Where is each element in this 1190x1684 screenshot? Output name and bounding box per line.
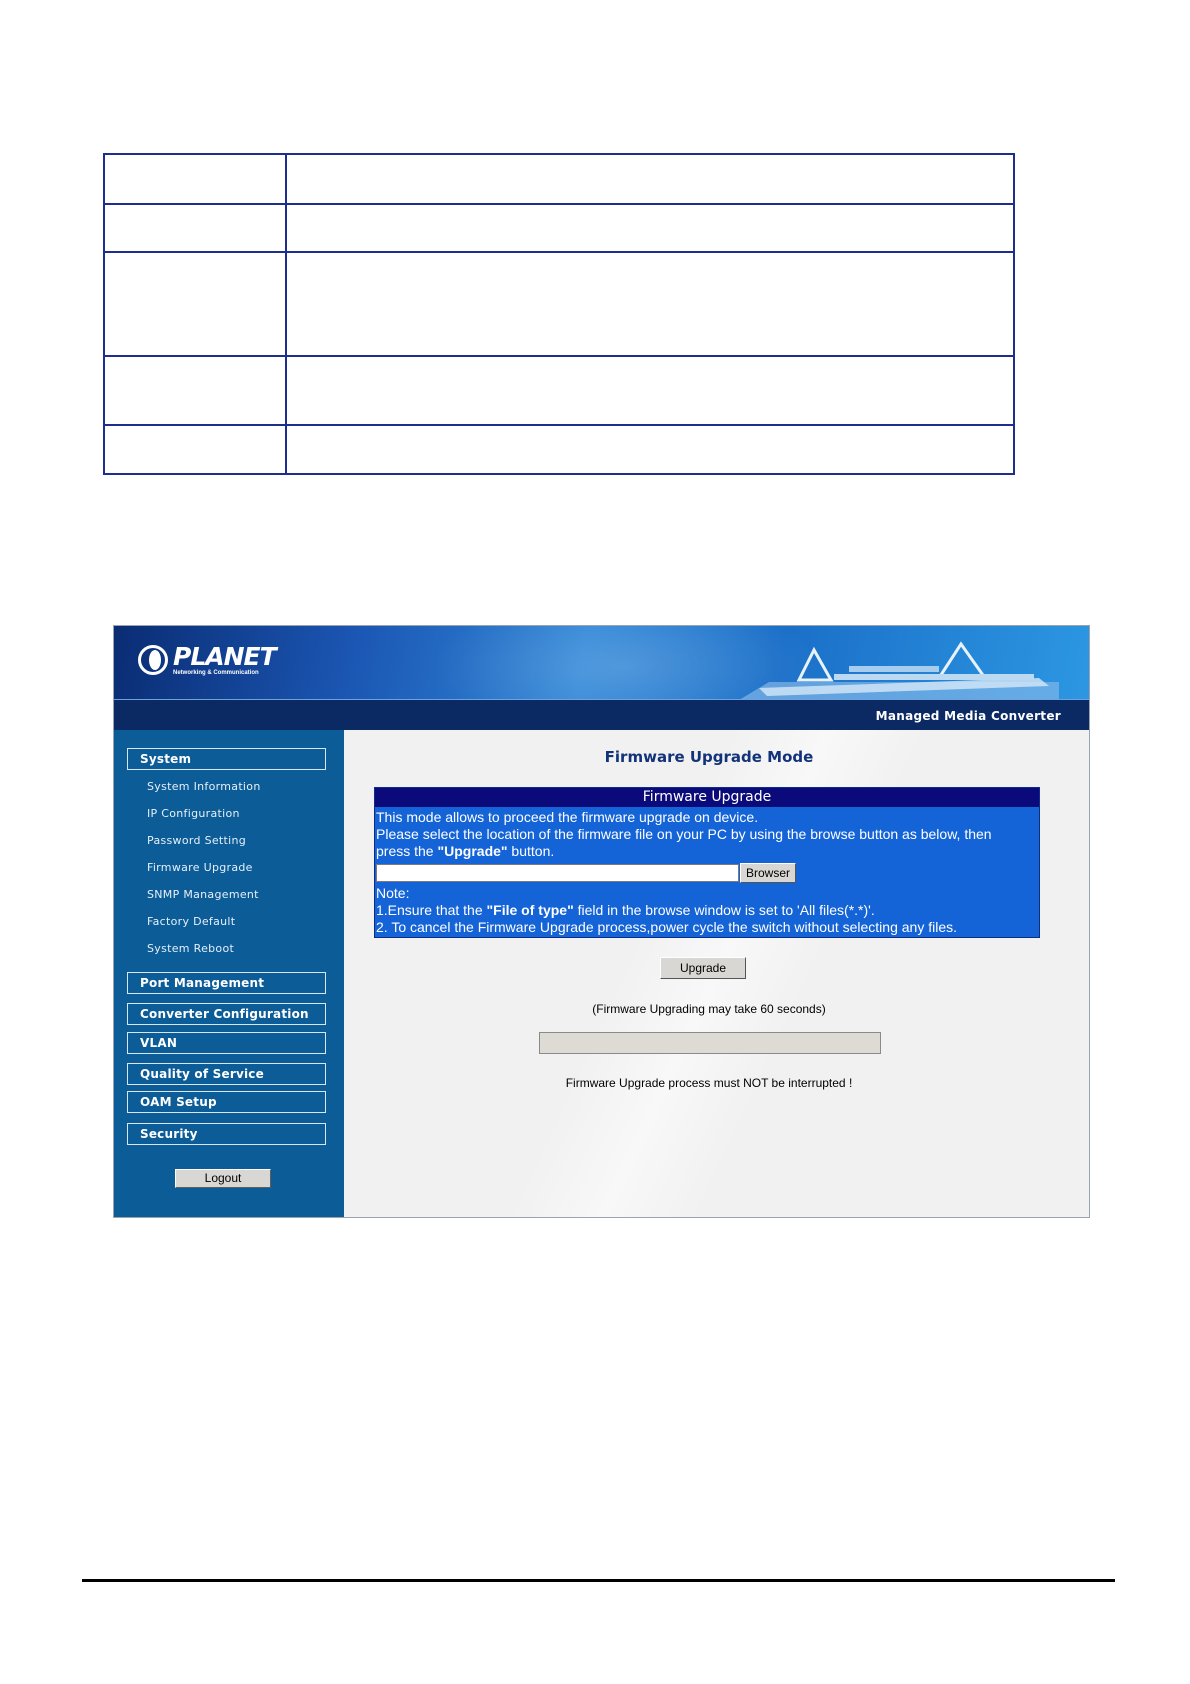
logo-wordmark: PLANET <box>173 642 276 671</box>
panel-header: Firmware Upgrade <box>375 788 1039 807</box>
web-ui-screenshot <box>113 625 1090 1218</box>
table-cell <box>286 252 1014 356</box>
main-content <box>344 730 1089 1218</box>
sidebar-subitem-system-reboot[interactable]: System Reboot <box>147 942 235 955</box>
upgrade-time-note: (Firmware Upgrading may take 60 seconds) <box>592 1002 826 1016</box>
table-row <box>104 356 1014 425</box>
planet-logo-icon <box>138 645 168 675</box>
upgrade-progress-bar <box>539 1032 881 1054</box>
table-cell <box>286 356 1014 425</box>
logo-tagline: Networking & Communication <box>173 670 259 676</box>
page-title: Firmware Upgrade Mode <box>604 748 814 766</box>
sidebar-subitem-password-setting[interactable]: Password Setting <box>147 834 247 847</box>
note-label: Note: <box>376 885 410 901</box>
table-cell <box>104 204 286 252</box>
firmware-upgrade-panel <box>374 787 1040 938</box>
sidebar-item-vlan[interactable]: VLAN <box>127 1032 326 1054</box>
table-cell <box>104 252 286 356</box>
sidebar-item-port-management[interactable]: Port Management <box>127 972 326 994</box>
header-subbar <box>114 699 1089 730</box>
product-name: Managed Media Converter <box>875 709 1061 723</box>
browse-button[interactable]: Browser <box>740 863 796 883</box>
table-cell <box>286 425 1014 474</box>
note-line-2: 2. To cancel the Firmware Upgrade process,power cycle the switch without selecting any files. <box>376 919 958 935</box>
sidebar-item-oam-setup[interactable]: OAM Setup <box>127 1091 326 1113</box>
table-cell <box>104 154 286 204</box>
header-banner <box>114 626 1089 699</box>
building-graphic-icon <box>739 640 1059 699</box>
sidebar-subitem-snmp-management[interactable]: SNMP Management <box>147 888 259 901</box>
table-cell <box>104 356 286 425</box>
footer-divider <box>82 1579 1115 1582</box>
sidebar-item-security[interactable]: Security <box>127 1123 326 1145</box>
panel-instruction-line: Please select the location of the firmware file on your PC by using the browse button as below, then <box>376 826 992 842</box>
panel-instruction-line-2: press the "Upgrade" button. <box>376 843 555 859</box>
parameter-table <box>103 153 1015 475</box>
panel-intro-line: This mode allows to proceed the firmware upgrade on device. <box>376 809 759 825</box>
sidebar-subitem-ip-configuration[interactable]: IP Configuration <box>147 807 240 820</box>
table-row <box>104 204 1014 252</box>
table-row <box>104 252 1014 356</box>
upgrade-button[interactable]: Upgrade <box>660 957 746 979</box>
table-row <box>104 425 1014 474</box>
sidebar-subitem-system-information[interactable]: System Information <box>147 780 261 793</box>
sidebar-subitem-firmware-upgrade[interactable]: Firmware Upgrade <box>147 861 253 874</box>
planet-logo <box>138 644 276 676</box>
table-cell <box>286 154 1014 204</box>
table-cell <box>104 425 286 474</box>
firmware-file-input[interactable] <box>376 864 739 882</box>
interrupt-warning: Firmware Upgrade process must NOT be interrupted ! <box>565 1076 853 1090</box>
note-line-1: 1.Ensure that the "File of type" field in the browse window is set to 'All files(*.*)'. <box>376 902 875 918</box>
sidebar-item-converter-configuration[interactable]: Converter Configuration <box>127 1003 326 1025</box>
logout-button[interactable]: Logout <box>175 1169 271 1188</box>
table-row <box>104 154 1014 204</box>
sidebar-item-quality-of-service[interactable]: Quality of Service <box>127 1063 326 1085</box>
sidebar <box>114 730 344 1218</box>
table-cell <box>286 204 1014 252</box>
sidebar-subitem-factory-default[interactable]: Factory Default <box>147 915 236 928</box>
sidebar-item-system[interactable]: System <box>127 748 326 770</box>
